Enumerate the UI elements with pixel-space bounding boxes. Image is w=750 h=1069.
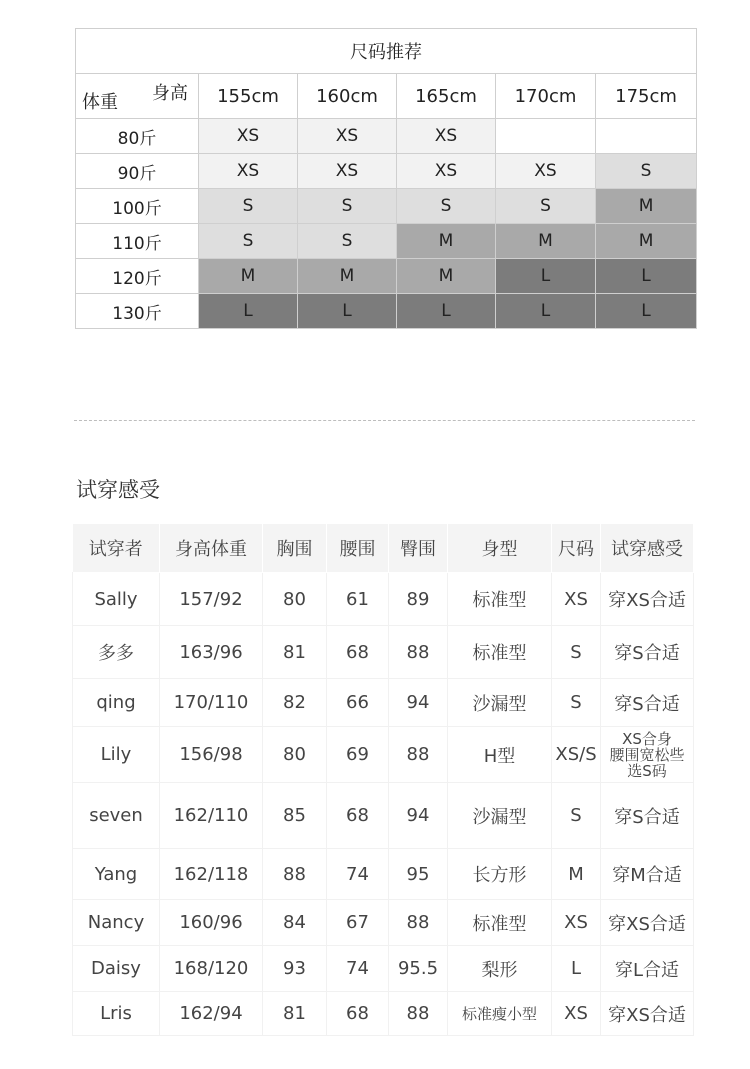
- weight-label: 110斤: [76, 224, 199, 259]
- height-header: 175cm: [596, 74, 697, 119]
- size-cell: L: [596, 259, 697, 294]
- fit-feeling-line: XS合身: [622, 729, 672, 748]
- tester-name: Sally: [73, 573, 160, 626]
- fit-feeling: 穿S合适: [601, 679, 694, 727]
- tester-name: qing: [73, 679, 160, 727]
- size-recommendation-table: [75, 28, 697, 329]
- bust-value: 85: [263, 783, 327, 849]
- body-shape: 沙漏型: [448, 783, 552, 849]
- size-value: XS: [552, 573, 601, 626]
- size-value: L: [552, 946, 601, 992]
- size-value: XS: [552, 992, 601, 1036]
- tester-name: Nancy: [73, 900, 160, 946]
- hip-value: 94: [389, 783, 448, 849]
- fit-feeling: 穿S合适: [601, 783, 694, 849]
- size-cell: L: [496, 294, 596, 329]
- size-cell: XS: [199, 154, 298, 189]
- size-cell: XS: [397, 154, 496, 189]
- size-cell: S: [298, 189, 397, 224]
- fit-feeling: 穿XS合适: [601, 992, 694, 1036]
- height-weight: 162/110: [160, 783, 263, 849]
- tester-name: seven: [73, 783, 160, 849]
- waist-value: 74: [327, 946, 389, 992]
- waist-value: 68: [327, 992, 389, 1036]
- tryon-row: [73, 727, 694, 783]
- col-header-feeling: 试穿感受: [601, 524, 694, 573]
- hip-value: 88: [389, 727, 448, 783]
- size-row: [76, 154, 697, 189]
- body-shape: 标准瘦小型: [448, 992, 552, 1036]
- size-cell: XS: [397, 119, 496, 154]
- bust-value: 82: [263, 679, 327, 727]
- hip-value: 95.5: [389, 946, 448, 992]
- waist-value: 67: [327, 900, 389, 946]
- size-value: XS: [552, 900, 601, 946]
- size-cell: L: [199, 294, 298, 329]
- size-table-title: 尺码推荐: [76, 29, 697, 74]
- body-shape: 标准型: [448, 900, 552, 946]
- body-shape: 梨形: [448, 946, 552, 992]
- weight-label: 80斤: [76, 119, 199, 154]
- tester-name: Lily: [73, 727, 160, 783]
- size-row: [76, 224, 697, 259]
- size-cell: S: [496, 189, 596, 224]
- waist-value: 74: [327, 849, 389, 900]
- col-header-height-weight: 身高体重: [160, 524, 263, 573]
- hip-value: 94: [389, 679, 448, 727]
- col-header-bust: 胸围: [263, 524, 327, 573]
- tryon-row: [73, 679, 694, 727]
- fit-feeling: 穿XS合适: [601, 900, 694, 946]
- bust-value: 81: [263, 626, 327, 679]
- tryon-row: [73, 573, 694, 626]
- bust-value: 80: [263, 573, 327, 626]
- height-header-row: [76, 74, 697, 119]
- tryon-row: [73, 992, 694, 1036]
- size-value: M: [552, 849, 601, 900]
- height-weight: 160/96: [160, 900, 263, 946]
- body-shape: 长方形: [448, 849, 552, 900]
- height-weight: 157/92: [160, 573, 263, 626]
- size-cell: M: [397, 259, 496, 294]
- height-weight: 162/118: [160, 849, 263, 900]
- size-cell: XS: [298, 119, 397, 154]
- fit-feeling: [601, 727, 694, 783]
- tryon-row: [73, 626, 694, 679]
- bust-value: 80: [263, 727, 327, 783]
- hip-value: 89: [389, 573, 448, 626]
- size-value: S: [552, 783, 601, 849]
- tester-name: Daisy: [73, 946, 160, 992]
- size-row: [76, 119, 697, 154]
- fit-feeling: 穿S合适: [601, 626, 694, 679]
- corner-weight-label: 体重: [82, 92, 118, 113]
- waist-value: 61: [327, 573, 389, 626]
- dashed-divider: [74, 420, 695, 421]
- fit-feeling: 穿XS合适: [601, 573, 694, 626]
- weight-label: 130斤: [76, 294, 199, 329]
- size-cell: XS: [199, 119, 298, 154]
- weight-label: 90斤: [76, 154, 199, 189]
- body-shape: 标准型: [448, 573, 552, 626]
- size-cell: L: [496, 259, 596, 294]
- tester-name: 多多: [73, 626, 160, 679]
- tester-name: Lris: [73, 992, 160, 1036]
- col-header-hip: 臀围: [389, 524, 448, 573]
- hip-value: 88: [389, 900, 448, 946]
- col-header-waist: 腰围: [327, 524, 389, 573]
- corner-height-label: 身高: [152, 83, 188, 104]
- fit-feeling: 穿M合适: [601, 849, 694, 900]
- size-cell: S: [199, 224, 298, 259]
- hip-value: 88: [389, 626, 448, 679]
- bust-value: 84: [263, 900, 327, 946]
- size-cell: M: [496, 224, 596, 259]
- tryon-header-row: [73, 524, 694, 573]
- waist-value: 68: [327, 783, 389, 849]
- height-weight: 163/96: [160, 626, 263, 679]
- tryon-row: [73, 946, 694, 992]
- size-cell: M: [298, 259, 397, 294]
- size-cell: M: [199, 259, 298, 294]
- size-cell: L: [596, 294, 697, 329]
- size-table-body: [76, 119, 697, 329]
- tester-name: Yang: [73, 849, 160, 900]
- size-value: S: [552, 679, 601, 727]
- height-weight: 162/94: [160, 992, 263, 1036]
- hip-value: 95: [389, 849, 448, 900]
- body-shape: H型: [448, 727, 552, 783]
- tryon-table: [72, 524, 694, 1036]
- col-header-body-shape: 身型: [448, 524, 552, 573]
- height-weight: 156/98: [160, 727, 263, 783]
- bust-value: 93: [263, 946, 327, 992]
- height-header: 155cm: [199, 74, 298, 119]
- col-header-size: 尺码: [552, 524, 601, 573]
- size-cell: L: [298, 294, 397, 329]
- height-header: 165cm: [397, 74, 496, 119]
- fit-feeling-line: 选S码: [627, 761, 667, 780]
- size-cell: M: [596, 189, 697, 224]
- size-cell: S: [298, 224, 397, 259]
- size-cell: M: [596, 224, 697, 259]
- size-cell: [596, 119, 697, 154]
- hip-value: 88: [389, 992, 448, 1036]
- body-shape: 标准型: [448, 626, 552, 679]
- size-cell: S: [596, 154, 697, 189]
- size-row: [76, 189, 697, 224]
- size-cell: S: [397, 189, 496, 224]
- tryon-row: [73, 900, 694, 946]
- size-value: XS/S: [552, 727, 601, 783]
- corner-diagonal-cell: [76, 74, 199, 119]
- size-cell: [496, 119, 596, 154]
- waist-value: 66: [327, 679, 389, 727]
- tryon-row: [73, 783, 694, 849]
- weight-label: 120斤: [76, 259, 199, 294]
- body-shape: 沙漏型: [448, 679, 552, 727]
- height-header: 160cm: [298, 74, 397, 119]
- bust-value: 81: [263, 992, 327, 1036]
- weight-label: 100斤: [76, 189, 199, 224]
- fit-feeling: 穿L合适: [601, 946, 694, 992]
- size-cell: XS: [496, 154, 596, 189]
- tryon-table-body: [73, 573, 694, 1036]
- size-cell: S: [199, 189, 298, 224]
- size-row: [76, 259, 697, 294]
- height-weight: 168/120: [160, 946, 263, 992]
- height-header: 170cm: [496, 74, 596, 119]
- bust-value: 88: [263, 849, 327, 900]
- waist-value: 68: [327, 626, 389, 679]
- tryon-row: [73, 849, 694, 900]
- fit-feeling-line: 腰围宽松些: [609, 745, 685, 764]
- size-row: [76, 294, 697, 329]
- size-cell: M: [397, 224, 496, 259]
- size-value: S: [552, 626, 601, 679]
- height-weight: 170/110: [160, 679, 263, 727]
- size-cell: XS: [298, 154, 397, 189]
- col-header-tester: 试穿者: [73, 524, 160, 573]
- tryon-section-title: 试穿感受: [76, 478, 160, 502]
- size-cell: L: [397, 294, 496, 329]
- waist-value: 69: [327, 727, 389, 783]
